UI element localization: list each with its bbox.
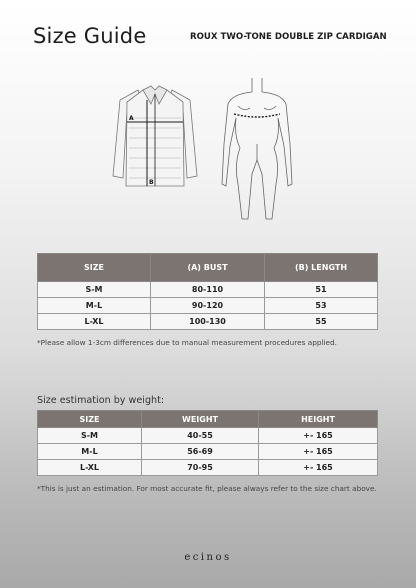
table-cell: 51 <box>265 282 378 298</box>
body-figure-image <box>212 74 302 224</box>
table-cell: 80-110 <box>151 282 265 298</box>
table-row <box>38 282 378 298</box>
table-row <box>38 314 378 330</box>
table-cell: 53 <box>265 298 378 314</box>
table-cell: S-M <box>38 282 151 298</box>
table-cell: M-L <box>38 298 151 314</box>
column-header: HEIGHT <box>259 411 378 428</box>
table-cell: L-XL <box>38 460 142 476</box>
column-header: SIZE <box>38 254 151 282</box>
table-cell: M-L <box>38 444 142 460</box>
weight-note: *This is just an estimation. For most accurate fit, please always refer to the size chart above. <box>37 484 377 493</box>
brand-logo: ecinos <box>184 552 232 563</box>
table-cell: L-XL <box>38 314 151 330</box>
table-row <box>38 460 378 476</box>
weight-section-heading: Size estimation by weight: <box>37 395 165 406</box>
table-cell: S-M <box>38 428 142 444</box>
jacket-sketch-image <box>105 78 205 208</box>
measurement-note: *Please allow 1-3cm differences due to manual measurement procedures applied. <box>37 338 337 347</box>
bust-label-a: A <box>129 115 134 122</box>
column-header: WEIGHT <box>142 411 259 428</box>
bust-measure-band <box>234 114 280 117</box>
page-title: Size Guide <box>33 24 147 48</box>
measurement-table <box>37 253 378 330</box>
table-cell: 90-120 <box>151 298 265 314</box>
table-header-row <box>38 411 378 428</box>
product-title: ROUX TWO-TONE DOUBLE ZIP CARDIGAN <box>190 32 387 42</box>
table-cell: +- 165 <box>259 444 378 460</box>
table-cell: +- 165 <box>259 460 378 476</box>
table-cell: +- 165 <box>259 428 378 444</box>
table-cell: 40-55 <box>142 428 259 444</box>
table-header-row <box>38 254 378 282</box>
table-row <box>38 298 378 314</box>
table-cell: 100-130 <box>151 314 265 330</box>
table-cell: 56-69 <box>142 444 259 460</box>
column-header: (B) LENGTH <box>265 254 378 282</box>
table-row <box>38 428 378 444</box>
table-row <box>38 444 378 460</box>
column-header: (A) BUST <box>151 254 265 282</box>
column-header: SIZE <box>38 411 142 428</box>
weight-table <box>37 410 378 476</box>
table-cell: 70-95 <box>142 460 259 476</box>
table-cell: 55 <box>265 314 378 330</box>
length-label-b: B <box>149 179 154 186</box>
